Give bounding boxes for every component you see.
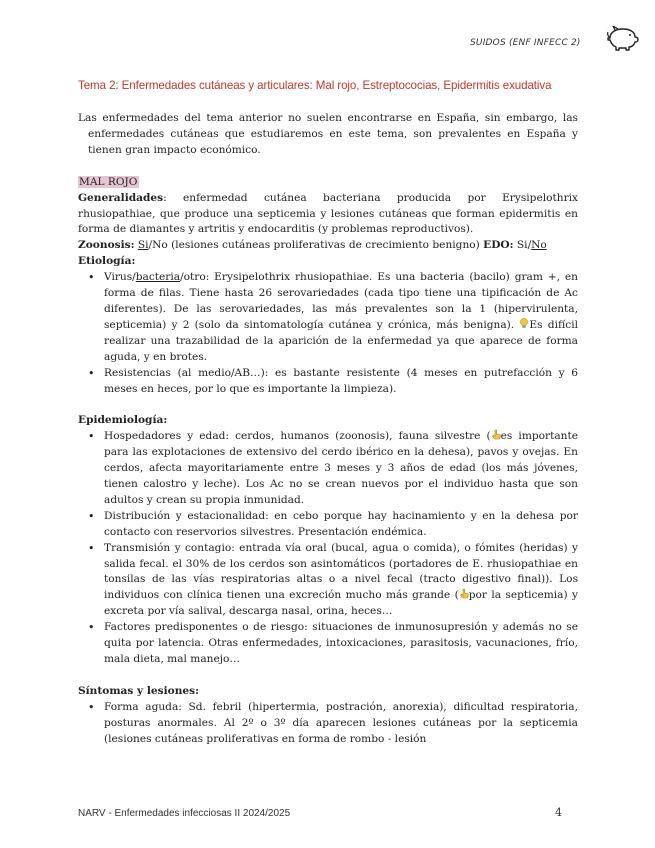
list-item: • Virus/bacteria/otro: Erysipelothrix rhusiopathiae. Es una bacteria (bacilo) gram +, en forma de filas. Tiene hasta 26 serovariedades (cada tipo tiene una tipificación de Ac diferentes). De las serovariedades, las más prevalentes son la 1 (hipervirulenta, septicemia) y 2 (solo da sintomatología cutánea y crónica, más benigna). Es difícil realizar una trazabilidad de la aparición de la enfermedad ya que aparece de forma aguda, y en brotes. (104, 270, 578, 365)
etiologia-heading: Etiología: (78, 255, 136, 268)
header-tag: SUIDOS (ENF INFECC 2) (470, 38, 581, 48)
pointing-hand-icon (459, 588, 469, 599)
section-heading-mal-rojo: MAL ROJO (79, 175, 138, 188)
pig-icon (606, 26, 640, 52)
list-item: • Transmisión y contagio: entrada vía oral (bucal, agua o comida), o fómites (heridas) y salida fecal. el 30% de los cerdos son asintomáticos (portadores de E. rhusiopathiae en tonsilas de las vías respiratorias altas o a nivel fecal (tracto digestivo final)). Los individuos con clínica tienen una excreción mucho más grande ( por la septicemia) y excreta por vía salival, descarga nasal, orina, heces… (104, 541, 578, 621)
intro-paragraph: Las enfermedades del tema anterior no suelen encontrarse en España, sin embargo, las enfermedades cutáneas que estudiaremos en este tema, son prevalentes en España y tienen gran impacto económico. (78, 112, 578, 156)
list-item: • Forma aguda: Sd. febril (hipertermia, postración, anorexia), dificultad respiratoria, posturas anormales. Al 2º o 3º día aparecen lesiones cutáneas por la septicemia (lesiones cutáneas proliferativas en forma de rombo - lesión (104, 700, 578, 748)
page-title: Tema 2: Enfermedades cutáneas y articulares: Mal rojo, Estreptococias, Epidermitis exudativa (78, 79, 552, 92)
list-item: • Resistencias (al medio/AB…): es bastante resistente (4 meses en putrefacción y 6 meses en heces, por lo que es importante la limpieza). (104, 366, 578, 398)
etiologia-list (78, 270, 578, 397)
epidemiologia-heading: Epidemiología: (78, 414, 168, 427)
lightbulb-icon (519, 318, 529, 329)
epidemiologia-list (78, 429, 578, 668)
zoonosis-line: Zoonosis: Si/No (lesiones cutáneas proliferativas de crecimiento benigno) EDO: Si/No (78, 239, 547, 252)
sintomas-list (78, 700, 578, 748)
footer-course: NARV - Enfermedades infecciosas II 2024/2025 (78, 808, 291, 819)
list-item: • Distribución y estacionalidad: en cebo porque hay hacinamiento y en la dehesa por contacto con reservorios silvestres. Presentación endémica. (104, 509, 578, 541)
document-body (78, 111, 578, 748)
list-item: • Factores predisponentes o de riesgo: situaciones de inmunosupresión y además no se quita por latencia. Otras enfermedades, intoxicaciones, parasitosis, vacunaciones, frío, mala dieta, mal manejo… (104, 620, 578, 668)
generalidades-paragraph: Generalidades: enfermedad cutánea bacteriana producida por Erysipelothrix rhusiopathiae, que produce una septicemia y lesiones cutáneas que forman epidermitis en forma de diamantes y artritis y endocarditis (y problemas reproductivos). (78, 191, 578, 236)
list-item: • Hospedadores y edad: cerdos, humanos (zoonosis), fauna silvestre ( es importante para las explotaciones de extensivo del cerdo ibérico en la dehesa), pavos y ovejas. En cerdos, afecta mayoritariamente entre 3 meses y 3 años de edad (los más jóvenes, tienen calostro y leche). Los Ac no se crean nuevos por el individuo hasta que son adultos y crean su propia inmunidad. (104, 429, 578, 509)
page-number: 4 (555, 806, 562, 819)
sintomas-heading: Síntomas y lesiones: (78, 684, 200, 697)
pointing-hand-icon (491, 429, 501, 440)
